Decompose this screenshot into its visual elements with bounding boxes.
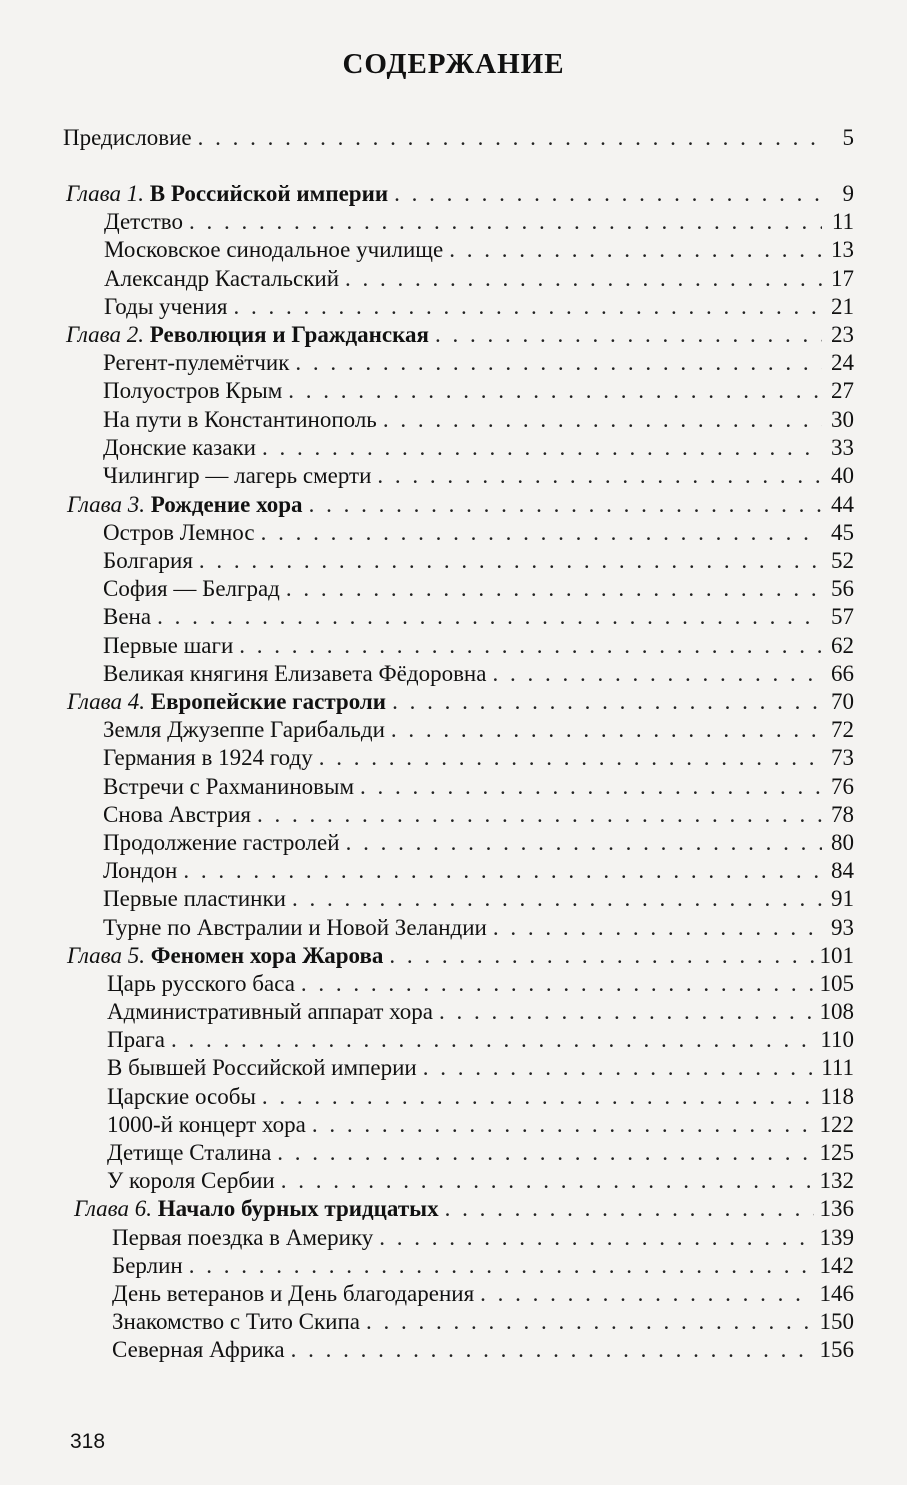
toc-entry-label [112, 1252, 183, 1280]
section-title: Турне по Австралии и Новой Зеландии [103, 915, 487, 940]
section-title: Царь русского баса [107, 971, 295, 996]
section-title: 1000-й концерт хора [107, 1112, 306, 1137]
section-title: День ветеранов и День благодарения [112, 1281, 475, 1306]
chapter-title: В Российской империи [149, 181, 389, 206]
toc-entry-label [112, 1336, 285, 1364]
dot-leader [366, 1308, 814, 1336]
toc-page-number: 136 [819, 1196, 854, 1221]
toc-page-number: 132 [819, 1168, 854, 1193]
chapter-title: Революция и Гражданская [149, 322, 429, 347]
chapter-number: Глава 2. [66, 322, 144, 347]
toc-page-number: 73 [831, 745, 854, 770]
toc-section-row [103, 349, 854, 377]
section-title: Детство [104, 209, 183, 234]
dot-leader [171, 1026, 814, 1054]
toc-entry-label [107, 1139, 271, 1167]
toc-entry-label [103, 716, 385, 744]
dot-leader [392, 688, 822, 716]
section-title: Великая княгиня Елизавета Фёдоровна [103, 661, 487, 686]
toc-page-number: 17 [831, 266, 854, 291]
toc-page-number: 84 [831, 858, 854, 883]
toc-section-row [104, 265, 854, 293]
dot-leader [288, 377, 822, 405]
toc-entry-label [103, 773, 354, 801]
toc-chapter-row [67, 942, 854, 970]
toc-entry-label [107, 1111, 306, 1139]
chapter-number: Глава 5. [67, 943, 145, 968]
toc-section-row [103, 744, 854, 772]
dot-leader [301, 970, 814, 998]
section-title: Административный аппарат хора [107, 999, 433, 1024]
toc-section-row [112, 1280, 854, 1308]
toc-entry-label [107, 1026, 165, 1054]
toc-entry-label [107, 1054, 417, 1082]
toc-page-number: 122 [819, 1112, 854, 1137]
dot-leader [292, 885, 822, 913]
toc-page-number: 62 [831, 633, 854, 658]
toc-page-number: 72 [831, 717, 854, 742]
toc-page-number: 108 [819, 999, 854, 1024]
toc-page-number: 150 [819, 1309, 854, 1334]
section-title: Прага [107, 1027, 165, 1052]
toc-entry-label [67, 688, 386, 716]
toc-entry-label [103, 519, 255, 547]
toc-entry-label [107, 1083, 256, 1111]
section-title: Чилингир — лагерь смерти [103, 463, 372, 488]
toc-entry-label [103, 406, 377, 434]
toc-section-row [112, 1224, 854, 1252]
toc-entry-label [74, 1195, 439, 1223]
toc-entry-label [103, 801, 251, 829]
dot-leader [445, 1195, 814, 1223]
section-title: София — Белград [103, 576, 280, 601]
dot-leader [295, 349, 822, 377]
toc-page-number: 111 [821, 1055, 854, 1080]
toc-section-row [103, 406, 854, 434]
dot-leader [394, 180, 822, 208]
page-number: 318 [70, 1430, 106, 1453]
section-title: Донские казаки [103, 435, 256, 460]
toc-entry-label [67, 491, 303, 519]
toc-section-row [107, 1054, 854, 1082]
toc-section-row [103, 914, 854, 942]
dot-leader [262, 434, 822, 462]
toc-page-number: 70 [831, 689, 854, 714]
toc-page-number: 118 [820, 1084, 854, 1109]
dot-leader [277, 1139, 813, 1167]
dot-leader [234, 293, 823, 321]
toc-entry-label [63, 124, 192, 152]
dot-leader [493, 914, 822, 942]
dot-leader [239, 632, 822, 660]
toc-page-number: 52 [831, 548, 854, 573]
dot-leader [345, 265, 822, 293]
toc-section-row [103, 547, 854, 575]
section-title: Детище Сталина [107, 1140, 272, 1165]
toc-entry-label [112, 1224, 373, 1252]
toc-page-number: 105 [819, 971, 854, 996]
chapter-title: Рождение хора [150, 492, 303, 517]
section-title: Снова Австрия [103, 802, 251, 827]
toc-page-number: 66 [831, 661, 854, 686]
toc-chapter-row [66, 180, 854, 208]
dot-leader [492, 660, 822, 688]
toc-chapter-row [67, 491, 854, 519]
toc-section-row [107, 1026, 854, 1054]
toc-entry-label [104, 208, 183, 236]
toc-section-row [103, 660, 854, 688]
toc-section-row [112, 1252, 854, 1280]
chapter-title: Европейские гастроли [150, 689, 387, 714]
section-title: Лондон [103, 858, 178, 883]
toc-section-row [103, 632, 854, 660]
toc-section-row [103, 377, 854, 405]
toc-section-row [107, 970, 854, 998]
toc-entry-label [66, 321, 429, 349]
section-title: Продолжение гастролей [103, 830, 340, 855]
section-title: В бывшей Российской империи [107, 1055, 417, 1080]
dot-leader [435, 321, 822, 349]
toc-entry-label [112, 1308, 360, 1336]
toc-entry-label [104, 265, 339, 293]
toc-page-number: 142 [819, 1253, 854, 1278]
dot-leader [439, 998, 814, 1026]
toc-page-number: 11 [831, 209, 854, 234]
section-title: Первые пластинки [103, 886, 286, 911]
toc-entry-label [107, 998, 433, 1026]
dot-leader [377, 462, 822, 490]
toc-section-row [103, 462, 854, 490]
toc-section-row [103, 773, 854, 801]
page-title: СОДЕРЖАНИЕ [342, 48, 565, 80]
toc-entry-label [103, 660, 486, 688]
section-title: Берлин [112, 1253, 183, 1278]
toc-page-number: 80 [831, 830, 854, 855]
toc-entry-label [107, 1167, 275, 1195]
dot-leader [423, 1054, 816, 1082]
toc-page-number: 30 [831, 407, 854, 432]
toc-section-row [104, 293, 854, 321]
section-title: Встречи с Рахманиновым [103, 774, 355, 799]
section-title: Северная Африка [112, 1337, 285, 1362]
toc-entry-label [103, 914, 487, 942]
toc-entry-label [104, 293, 228, 321]
dot-leader [480, 1280, 813, 1308]
chapter-number: Глава 3. [67, 492, 145, 517]
section-title: Первые шаги [103, 633, 234, 658]
toc-page-number: 40 [831, 463, 854, 488]
section-title: Александр Кастальский [104, 266, 340, 291]
toc-section-row [107, 1167, 854, 1195]
toc-entry-label [103, 603, 151, 631]
toc-section-row [103, 857, 854, 885]
dot-leader [319, 744, 822, 772]
toc-chapter-row [63, 124, 854, 152]
toc-page-number: 125 [819, 1140, 854, 1165]
toc-entry-label [103, 857, 177, 885]
section-title: Предисловие [63, 125, 192, 150]
section-title: Полуостров Крым [103, 378, 283, 403]
toc-chapter-row [74, 1195, 854, 1223]
toc-section-row [104, 236, 854, 264]
toc-page-number: 57 [831, 604, 854, 629]
dot-leader [157, 603, 822, 631]
dot-leader [281, 1167, 814, 1195]
dot-leader [449, 236, 822, 264]
toc-page-number: 78 [831, 802, 854, 827]
toc-page-number: 5 [842, 125, 854, 150]
dot-leader [183, 857, 822, 885]
dot-leader [391, 716, 822, 744]
dot-leader [286, 575, 822, 603]
toc-entry-label [104, 236, 443, 264]
section-title: Вена [103, 604, 152, 629]
toc-section-row [107, 1111, 854, 1139]
dot-leader [360, 773, 822, 801]
toc-entry-label [112, 1280, 474, 1308]
toc-section-row [107, 1139, 854, 1167]
toc-chapter-row [67, 688, 854, 716]
toc-page-number: 27 [831, 378, 854, 403]
toc-section-row [103, 519, 854, 547]
section-title: Московское синодальное училище [104, 237, 444, 262]
toc-page-number: 44 [831, 492, 854, 517]
section-title: Царские особы [107, 1084, 256, 1109]
toc-entry-label [103, 462, 371, 490]
section-title: Болгария [103, 548, 193, 573]
toc-entry-label [107, 970, 295, 998]
section-title: Остров Лемнос [103, 520, 255, 545]
dot-leader [309, 491, 822, 519]
toc-section-row [107, 998, 854, 1026]
dot-leader [257, 801, 822, 829]
chapter-number: Глава 6. [74, 1196, 152, 1221]
chapter-title: Начало бурных тридцатых [157, 1196, 439, 1221]
section-title: Годы учения [104, 294, 228, 319]
dot-leader [389, 942, 813, 970]
toc-page-number: 45 [831, 520, 854, 545]
toc-entry-label [103, 885, 286, 913]
chapter-number: Глава 4. [67, 689, 145, 714]
dot-leader [346, 829, 822, 857]
toc-section-row [112, 1336, 854, 1364]
toc-section-row [103, 829, 854, 857]
toc-chapter-row [66, 321, 854, 349]
section-title: Земля Джузеппе Гарибальди [103, 717, 385, 742]
dot-leader [379, 1224, 813, 1252]
chapter-number: Глава 1. [66, 181, 144, 206]
toc-entry-label [103, 744, 313, 772]
toc-section-row [103, 885, 854, 913]
section-title: Первая поездка в Америку [112, 1225, 374, 1250]
toc-section-row [103, 603, 854, 631]
toc-entry-label [103, 632, 233, 660]
toc-page-number: 23 [831, 322, 854, 347]
toc-page-number: 9 [842, 181, 854, 206]
toc-page-number: 13 [831, 237, 854, 262]
chapter-title: Феномен хора Жарова [150, 943, 384, 968]
section-title: Знакомство с Тито Скипа [112, 1309, 360, 1334]
toc-page-number: 33 [831, 435, 854, 460]
section-title: У короля Сербии [107, 1168, 275, 1193]
dot-leader [189, 208, 822, 236]
toc-page-number: 76 [831, 774, 854, 799]
dot-leader [312, 1111, 814, 1139]
dot-leader [262, 1083, 814, 1111]
toc-section-row [103, 575, 854, 603]
toc-entry-label [67, 942, 383, 970]
dot-leader [261, 519, 822, 547]
toc-page-number: 110 [820, 1027, 854, 1052]
dot-leader [383, 406, 822, 434]
toc-entry-label [66, 180, 388, 208]
section-title: На пути в Константинополь [103, 407, 377, 432]
toc-page-number: 139 [819, 1225, 854, 1250]
toc-page-number: 156 [819, 1337, 854, 1362]
toc-page-number: 93 [831, 915, 854, 940]
toc-entry-label [103, 829, 340, 857]
dot-leader [189, 1252, 814, 1280]
toc-page-number: 91 [831, 886, 854, 911]
toc-section-row [103, 801, 854, 829]
toc-entry-label [103, 377, 282, 405]
toc-page-number: 21 [831, 294, 854, 319]
toc-page-number: 101 [819, 943, 854, 968]
toc-entry-label [103, 349, 289, 377]
toc-section-row [112, 1308, 854, 1336]
toc-section-row [103, 716, 854, 744]
toc-page-number: 24 [831, 350, 854, 375]
toc-page-number: 56 [831, 576, 854, 601]
toc-section-row [107, 1083, 854, 1111]
toc-entry-label [103, 575, 280, 603]
section-title: Регент-пулемётчик [103, 350, 290, 375]
toc-entry-label [103, 434, 256, 462]
dot-leader [199, 547, 822, 575]
toc-page-number: 146 [819, 1281, 854, 1306]
dot-leader [291, 1336, 814, 1364]
toc-entry-label [103, 547, 193, 575]
dot-leader [198, 124, 822, 152]
section-title: Германия в 1924 году [103, 745, 313, 770]
toc-section-row [103, 434, 854, 462]
toc-section-row [104, 208, 854, 236]
